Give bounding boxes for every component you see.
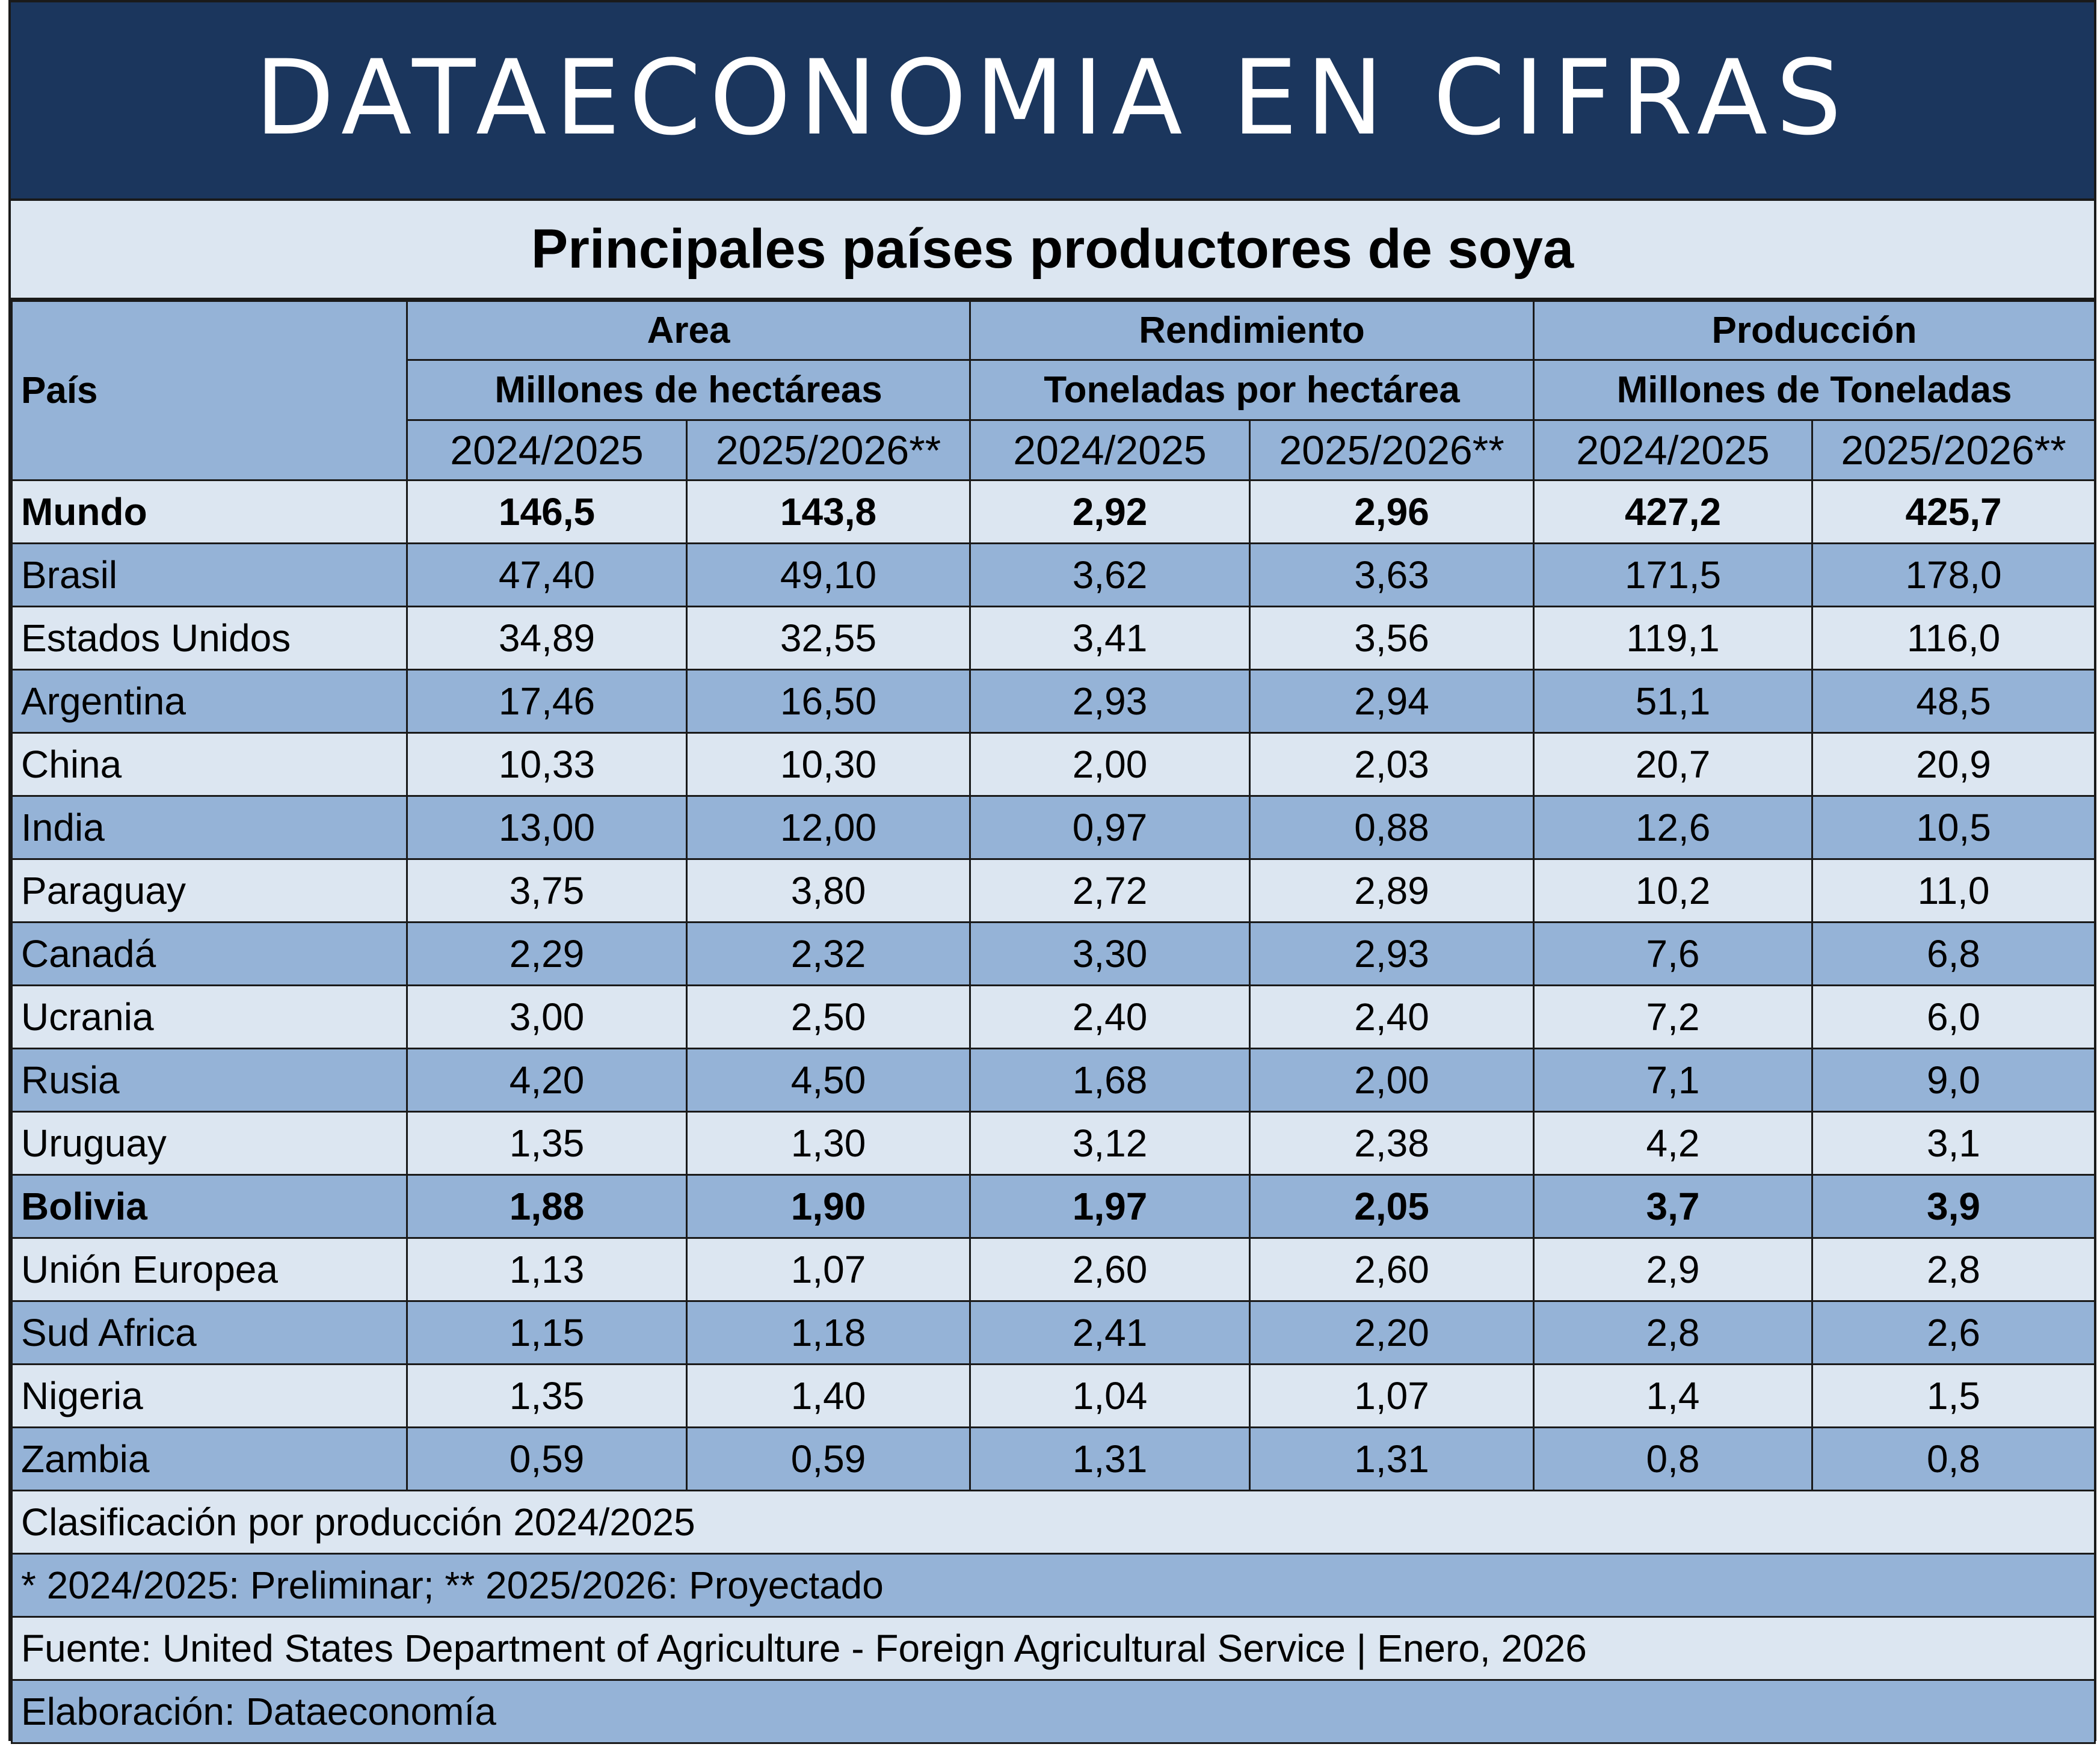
value-cell: 1,18 — [687, 1301, 970, 1365]
value-cell: 2,60 — [970, 1238, 1250, 1301]
header-unit-produccion: Millones de Toneladas — [1534, 360, 2095, 420]
table-body — [12, 481, 2095, 1491]
value-cell: 2,00 — [1250, 1049, 1534, 1112]
value-cell: 3,41 — [970, 607, 1250, 670]
note-row — [12, 1617, 2095, 1680]
value-cell: 51,1 — [1534, 670, 1812, 733]
value-cell: 119,1 — [1534, 607, 1812, 670]
value-cell: 3,00 — [407, 986, 687, 1049]
value-cell: 1,90 — [687, 1175, 970, 1238]
value-cell: 178,0 — [1812, 544, 2095, 607]
value-cell: 2,60 — [1250, 1238, 1534, 1301]
value-cell: 2,29 — [407, 923, 687, 986]
value-cell: 1,97 — [970, 1175, 1250, 1238]
value-cell: 2,92 — [970, 481, 1250, 544]
value-cell: 143,8 — [687, 481, 970, 544]
value-cell: 2,50 — [687, 986, 970, 1049]
value-cell: 2,93 — [1250, 923, 1534, 986]
value-cell: 4,2 — [1534, 1112, 1812, 1175]
table-row — [12, 1365, 2095, 1428]
value-cell: 1,35 — [407, 1112, 687, 1175]
value-cell: 10,30 — [687, 733, 970, 796]
value-cell: 2,9 — [1534, 1238, 1812, 1301]
country-name: Uruguay — [12, 1112, 407, 1175]
header-year: 2024/2025 — [1534, 420, 1812, 481]
note-text: Elaboración: Dataeconomía — [12, 1680, 2095, 1743]
value-cell: 2,38 — [1250, 1112, 1534, 1175]
note-row — [12, 1680, 2095, 1743]
value-cell: 2,41 — [970, 1301, 1250, 1365]
value-cell: 32,55 — [687, 607, 970, 670]
header-group-produccion: Producción — [1534, 301, 2095, 360]
table-row — [12, 1112, 2095, 1175]
country-name: Ucrania — [12, 986, 407, 1049]
country-name: Estados Unidos — [12, 607, 407, 670]
table-row — [12, 607, 2095, 670]
value-cell: 427,2 — [1534, 481, 1812, 544]
header-unit-area: Millones de hectáreas — [407, 360, 970, 420]
value-cell: 1,35 — [407, 1365, 687, 1428]
value-cell: 4,50 — [687, 1049, 970, 1112]
value-cell: 9,0 — [1812, 1049, 2095, 1112]
value-cell: 3,1 — [1812, 1112, 2095, 1175]
table-row — [12, 733, 2095, 796]
value-cell: 1,30 — [687, 1112, 970, 1175]
value-cell: 11,0 — [1812, 859, 2095, 923]
value-cell: 0,59 — [687, 1428, 970, 1491]
note-text: * 2024/2025: Preliminar; ** 2025/2026: Proyectado — [12, 1554, 2095, 1617]
banner-text: DATAECONOMIA EN CIFRAS — [254, 37, 1850, 158]
value-cell: 3,63 — [1250, 544, 1534, 607]
value-cell: 48,5 — [1812, 670, 2095, 733]
value-cell: 1,15 — [407, 1301, 687, 1365]
value-cell: 12,6 — [1534, 796, 1812, 859]
value-cell: 2,8 — [1534, 1301, 1812, 1365]
value-cell: 0,97 — [970, 796, 1250, 859]
value-cell: 2,40 — [970, 986, 1250, 1049]
infographic-frame — [8, 0, 2096, 1741]
value-cell: 3,62 — [970, 544, 1250, 607]
table-header — [12, 301, 2095, 481]
value-cell: 47,40 — [407, 544, 687, 607]
value-cell: 0,88 — [1250, 796, 1534, 859]
table-row — [12, 796, 2095, 859]
value-cell: 1,5 — [1812, 1365, 2095, 1428]
value-cell: 1,40 — [687, 1365, 970, 1428]
value-cell: 34,89 — [407, 607, 687, 670]
country-name: Argentina — [12, 670, 407, 733]
value-cell: 2,89 — [1250, 859, 1534, 923]
value-cell: 1,13 — [407, 1238, 687, 1301]
value-cell: 6,0 — [1812, 986, 2095, 1049]
value-cell: 425,7 — [1812, 481, 2095, 544]
value-cell: 1,31 — [1250, 1428, 1534, 1491]
table-row — [12, 670, 2095, 733]
value-cell: 1,4 — [1534, 1365, 1812, 1428]
header-year: 2024/2025 — [407, 420, 687, 481]
value-cell: 2,32 — [687, 923, 970, 986]
table-row — [12, 1175, 2095, 1238]
value-cell: 17,46 — [407, 670, 687, 733]
value-cell: 2,6 — [1812, 1301, 2095, 1365]
value-cell: 16,50 — [687, 670, 970, 733]
note-row — [12, 1491, 2095, 1554]
value-cell: 10,33 — [407, 733, 687, 796]
header-year: 2025/2026** — [687, 420, 970, 481]
country-name: China — [12, 733, 407, 796]
table-row — [12, 1428, 2095, 1491]
header-pais: País — [12, 301, 407, 481]
soy-producers-table — [11, 300, 2096, 1744]
value-cell: 171,5 — [1534, 544, 1812, 607]
value-cell: 10,2 — [1534, 859, 1812, 923]
table-row — [12, 544, 2095, 607]
country-name: Canadá — [12, 923, 407, 986]
country-name: Sud Africa — [12, 1301, 407, 1365]
table-row — [12, 923, 2095, 986]
value-cell: 3,80 — [687, 859, 970, 923]
value-cell: 146,5 — [407, 481, 687, 544]
value-cell: 0,59 — [407, 1428, 687, 1491]
country-name: Bolivia — [12, 1175, 407, 1238]
country-name: Rusia — [12, 1049, 407, 1112]
value-cell: 7,6 — [1534, 923, 1812, 986]
value-cell: 1,31 — [970, 1428, 1250, 1491]
value-cell: 1,88 — [407, 1175, 687, 1238]
value-cell: 3,75 — [407, 859, 687, 923]
value-cell: 13,00 — [407, 796, 687, 859]
note-text: Clasificación por producción 2024/2025 — [12, 1491, 2095, 1554]
value-cell: 2,20 — [1250, 1301, 1534, 1365]
country-name: Brasil — [12, 544, 407, 607]
note-text: Fuente: United States Department of Agriculture - Foreign Agricultural Service | Enero, 2026 — [12, 1617, 2095, 1680]
table-row — [12, 986, 2095, 1049]
value-cell: 2,40 — [1250, 986, 1534, 1049]
header-group-area: Area — [407, 301, 970, 360]
table-row — [12, 1049, 2095, 1112]
table-row — [12, 481, 2095, 544]
country-name: Paraguay — [12, 859, 407, 923]
value-cell: 2,00 — [970, 733, 1250, 796]
country-name: India — [12, 796, 407, 859]
value-cell: 3,9 — [1812, 1175, 2095, 1238]
table-title: Principales países productores de soya — [531, 218, 1574, 280]
value-cell: 3,12 — [970, 1112, 1250, 1175]
value-cell: 2,72 — [970, 859, 1250, 923]
value-cell: 0,8 — [1812, 1428, 2095, 1491]
value-cell: 6,8 — [1812, 923, 2095, 986]
value-cell: 2,8 — [1812, 1238, 2095, 1301]
value-cell: 2,05 — [1250, 1175, 1534, 1238]
table-title-bar — [11, 201, 2094, 300]
value-cell: 3,56 — [1250, 607, 1534, 670]
value-cell: 49,10 — [687, 544, 970, 607]
value-cell: 2,93 — [970, 670, 1250, 733]
value-cell: 7,1 — [1534, 1049, 1812, 1112]
country-name: Nigeria — [12, 1365, 407, 1428]
value-cell: 2,94 — [1250, 670, 1534, 733]
note-row — [12, 1554, 2095, 1617]
value-cell: 116,0 — [1812, 607, 2095, 670]
header-year: 2024/2025 — [970, 420, 1250, 481]
country-name: Zambia — [12, 1428, 407, 1491]
banner — [11, 2, 2094, 201]
country-name: Unión Europea — [12, 1238, 407, 1301]
value-cell: 0,8 — [1534, 1428, 1812, 1491]
value-cell: 20,9 — [1812, 733, 2095, 796]
value-cell: 3,30 — [970, 923, 1250, 986]
value-cell: 2,96 — [1250, 481, 1534, 544]
header-unit-rendimiento: Toneladas por hectárea — [970, 360, 1534, 420]
table-row — [12, 859, 2095, 923]
country-name: Mundo — [12, 481, 407, 544]
value-cell: 1,68 — [970, 1049, 1250, 1112]
value-cell: 10,5 — [1812, 796, 2095, 859]
table-row — [12, 1238, 2095, 1301]
header-year: 2025/2026** — [1812, 420, 2095, 481]
value-cell: 12,00 — [687, 796, 970, 859]
table-notes — [12, 1491, 2095, 1743]
header-group-rendimiento: Rendimiento — [970, 301, 1534, 360]
header-year: 2025/2026** — [1250, 420, 1534, 481]
value-cell: 3,7 — [1534, 1175, 1812, 1238]
value-cell: 4,20 — [407, 1049, 687, 1112]
value-cell: 7,2 — [1534, 986, 1812, 1049]
value-cell: 1,04 — [970, 1365, 1250, 1428]
value-cell: 1,07 — [1250, 1365, 1534, 1428]
value-cell: 1,07 — [687, 1238, 970, 1301]
value-cell: 2,03 — [1250, 733, 1534, 796]
value-cell: 20,7 — [1534, 733, 1812, 796]
table-row — [12, 1301, 2095, 1365]
